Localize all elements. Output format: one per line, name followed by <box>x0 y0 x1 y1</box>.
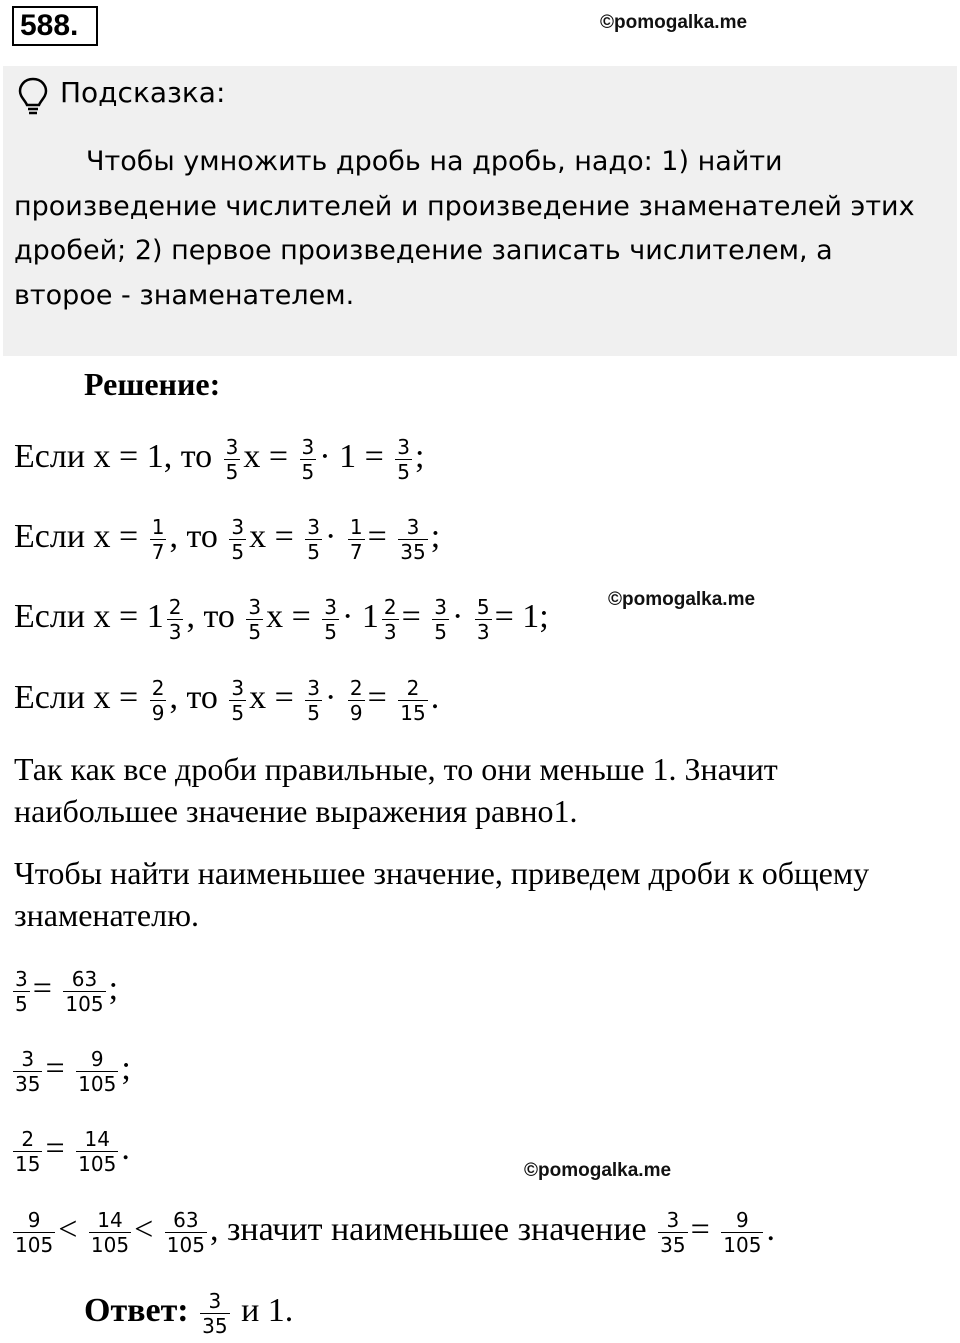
equation-1 <box>10 964 118 1016</box>
math-text: = 1; <box>494 598 549 635</box>
fraction <box>150 676 167 725</box>
numerator: 5 <box>476 594 490 619</box>
math-text: x = <box>249 679 294 716</box>
math-text: · 1 <box>342 598 379 635</box>
denominator: 105 <box>15 1232 54 1257</box>
solution-line-4 <box>14 673 439 725</box>
denominator: 35 <box>400 539 426 564</box>
math-text: ; <box>108 970 119 1007</box>
numerator: 3 <box>200 1289 229 1314</box>
fraction <box>398 515 427 564</box>
comparison-line <box>10 1205 775 1257</box>
math-text: · <box>325 679 337 716</box>
numerator: 14 <box>89 1208 131 1233</box>
numerator: 3 <box>324 594 338 619</box>
watermark: ©pomogalka.me <box>608 589 756 610</box>
denominator: 3 <box>476 619 490 644</box>
numerator: 9 <box>13 1208 55 1233</box>
denominator: 105 <box>65 991 104 1016</box>
fraction <box>13 967 30 1016</box>
math-text: Если x = 1 <box>14 598 164 635</box>
numerator: 2 <box>168 594 182 619</box>
numerator: 3 <box>658 1208 687 1233</box>
denominator: 35 <box>15 1071 41 1096</box>
math-text: · 1 = <box>319 438 384 475</box>
math-text: · <box>325 518 337 555</box>
math-text: , то <box>169 679 218 716</box>
math-text: < <box>134 1211 154 1248</box>
denominator: 15 <box>400 700 426 725</box>
denominator: 5 <box>15 991 28 1016</box>
numerator: 9 <box>76 1047 118 1072</box>
fraction <box>658 1208 687 1257</box>
math-text: = <box>367 518 387 555</box>
math-text: x = <box>266 598 311 635</box>
numerator: 14 <box>76 1127 118 1152</box>
denominator: 5 <box>231 700 245 725</box>
math-text: = <box>367 679 387 716</box>
denominator: 105 <box>166 1232 205 1257</box>
math-text: Если x = <box>14 518 139 555</box>
fraction <box>89 1208 131 1257</box>
denominator: 105 <box>90 1232 130 1257</box>
math-text: , значит наименьшее значение <box>209 1211 647 1248</box>
fraction <box>76 1047 118 1096</box>
fraction <box>63 967 105 1016</box>
denominator: 105 <box>78 1151 117 1176</box>
numerator: 2 <box>383 594 397 619</box>
fraction <box>432 595 449 644</box>
numerator: 3 <box>231 514 245 539</box>
solution-line-2 <box>14 512 440 564</box>
denominator: 35 <box>660 1232 686 1257</box>
fraction <box>150 515 167 564</box>
fraction <box>395 435 412 484</box>
numerator: 9 <box>721 1208 763 1233</box>
denominator: 5 <box>225 459 239 484</box>
math-text: и 1. <box>241 1292 294 1329</box>
watermark: ©pomogalka.me <box>600 12 748 33</box>
denominator: 105 <box>78 1071 117 1096</box>
fraction <box>229 515 246 564</box>
fraction <box>229 676 246 725</box>
numerator: 3 <box>397 434 410 459</box>
math-text: ; <box>430 518 441 555</box>
denominator: 5 <box>434 619 447 644</box>
fraction <box>382 595 399 644</box>
math-text: . <box>121 1130 130 1167</box>
denominator: 5 <box>231 539 245 564</box>
numerator: 63 <box>165 1208 207 1233</box>
numerator: 3 <box>248 594 262 619</box>
denominator: 3 <box>168 619 182 644</box>
numerator: 2 <box>13 1127 42 1152</box>
numerator: 3 <box>231 675 245 700</box>
fraction <box>348 515 365 564</box>
math-text: = <box>690 1211 710 1248</box>
math-text: ; <box>415 438 425 475</box>
numerator: 63 <box>63 967 105 992</box>
math-text: Если x = <box>14 679 139 716</box>
math-text: x = <box>249 518 294 555</box>
equation-3 <box>10 1124 130 1176</box>
fraction <box>167 595 184 644</box>
solution-heading: Решение: <box>84 366 221 402</box>
denominator: 9 <box>349 700 363 725</box>
fraction <box>475 595 492 644</box>
numerator: 3 <box>301 434 315 459</box>
denominator: 105 <box>723 1232 762 1257</box>
math-text: · <box>452 598 464 635</box>
fraction <box>13 1127 42 1176</box>
math-text: = <box>45 1130 65 1167</box>
math-text: Если x = 1, то <box>14 438 213 475</box>
fraction <box>322 595 339 644</box>
hint-title: Подсказка: <box>60 76 226 109</box>
answer-label: Ответ: <box>84 1292 189 1329</box>
fraction <box>305 515 322 564</box>
numerator: 3 <box>13 1047 42 1072</box>
fraction <box>76 1127 118 1176</box>
fraction <box>305 676 322 725</box>
solution-line-3 <box>14 592 549 644</box>
paragraph-2: Чтобы найти наименьшее значение, приведем дроби к общему знаменателю. <box>14 855 870 933</box>
math-text: x = <box>243 438 289 475</box>
fraction <box>13 1208 55 1257</box>
numerator: 2 <box>349 675 363 700</box>
numerator: 3 <box>15 966 28 991</box>
numerator: 1 <box>349 514 363 539</box>
denominator: 5 <box>248 619 262 644</box>
fraction <box>348 676 365 725</box>
math-text: = <box>401 598 421 635</box>
numerator: 3 <box>225 434 239 459</box>
math-text: . <box>430 679 440 716</box>
equation-2 <box>10 1044 131 1096</box>
denominator: 15 <box>15 1151 41 1176</box>
solution-line-1 <box>14 432 424 484</box>
math-text: < <box>58 1211 78 1248</box>
denominator: 7 <box>349 539 363 564</box>
numerator: 3 <box>398 515 427 540</box>
lightbulb-icon <box>16 76 50 116</box>
fraction <box>300 435 317 484</box>
numerator: 2 <box>398 676 427 701</box>
numerator: 2 <box>151 675 165 700</box>
fraction <box>721 1208 763 1257</box>
denominator: 5 <box>307 539 321 564</box>
denominator: 5 <box>307 700 321 725</box>
numerator: 1 <box>151 514 165 539</box>
problem-number: 588. <box>12 6 98 46</box>
fraction <box>246 595 263 644</box>
math-text: = <box>32 970 52 1007</box>
math-text: ; <box>121 1050 131 1087</box>
math-text: , то <box>169 518 218 555</box>
denominator: 3 <box>383 619 397 644</box>
fraction <box>200 1289 229 1338</box>
math-text: , то <box>186 598 235 635</box>
answer-line <box>84 1286 293 1338</box>
fraction <box>13 1047 42 1096</box>
fraction <box>165 1208 207 1257</box>
denominator: 9 <box>151 700 165 725</box>
fraction <box>398 676 427 725</box>
denominator: 5 <box>301 459 315 484</box>
math-text: . <box>766 1211 775 1248</box>
watermark: ©pomogalka.me <box>524 1160 672 1181</box>
denominator: 7 <box>151 539 165 564</box>
denominator: 5 <box>397 459 410 484</box>
numerator: 3 <box>434 594 447 619</box>
math-text: = <box>45 1050 65 1087</box>
paragraph-1: Так как все дроби правильные, то они меньше 1. Значит наибольшее значение выражения равно1. <box>14 751 778 829</box>
numerator: 3 <box>307 675 321 700</box>
numerator: 3 <box>307 514 321 539</box>
denominator: 5 <box>324 619 338 644</box>
hint-text: Чтобы умножить дробь на дробь, надо: 1) найти произведение числителей и произведение знаменателей этих дробей; 2) первое произведение записать числителем, а второе - знаменателем. <box>14 146 915 311</box>
denominator: 35 <box>202 1313 228 1338</box>
fraction <box>224 435 241 484</box>
